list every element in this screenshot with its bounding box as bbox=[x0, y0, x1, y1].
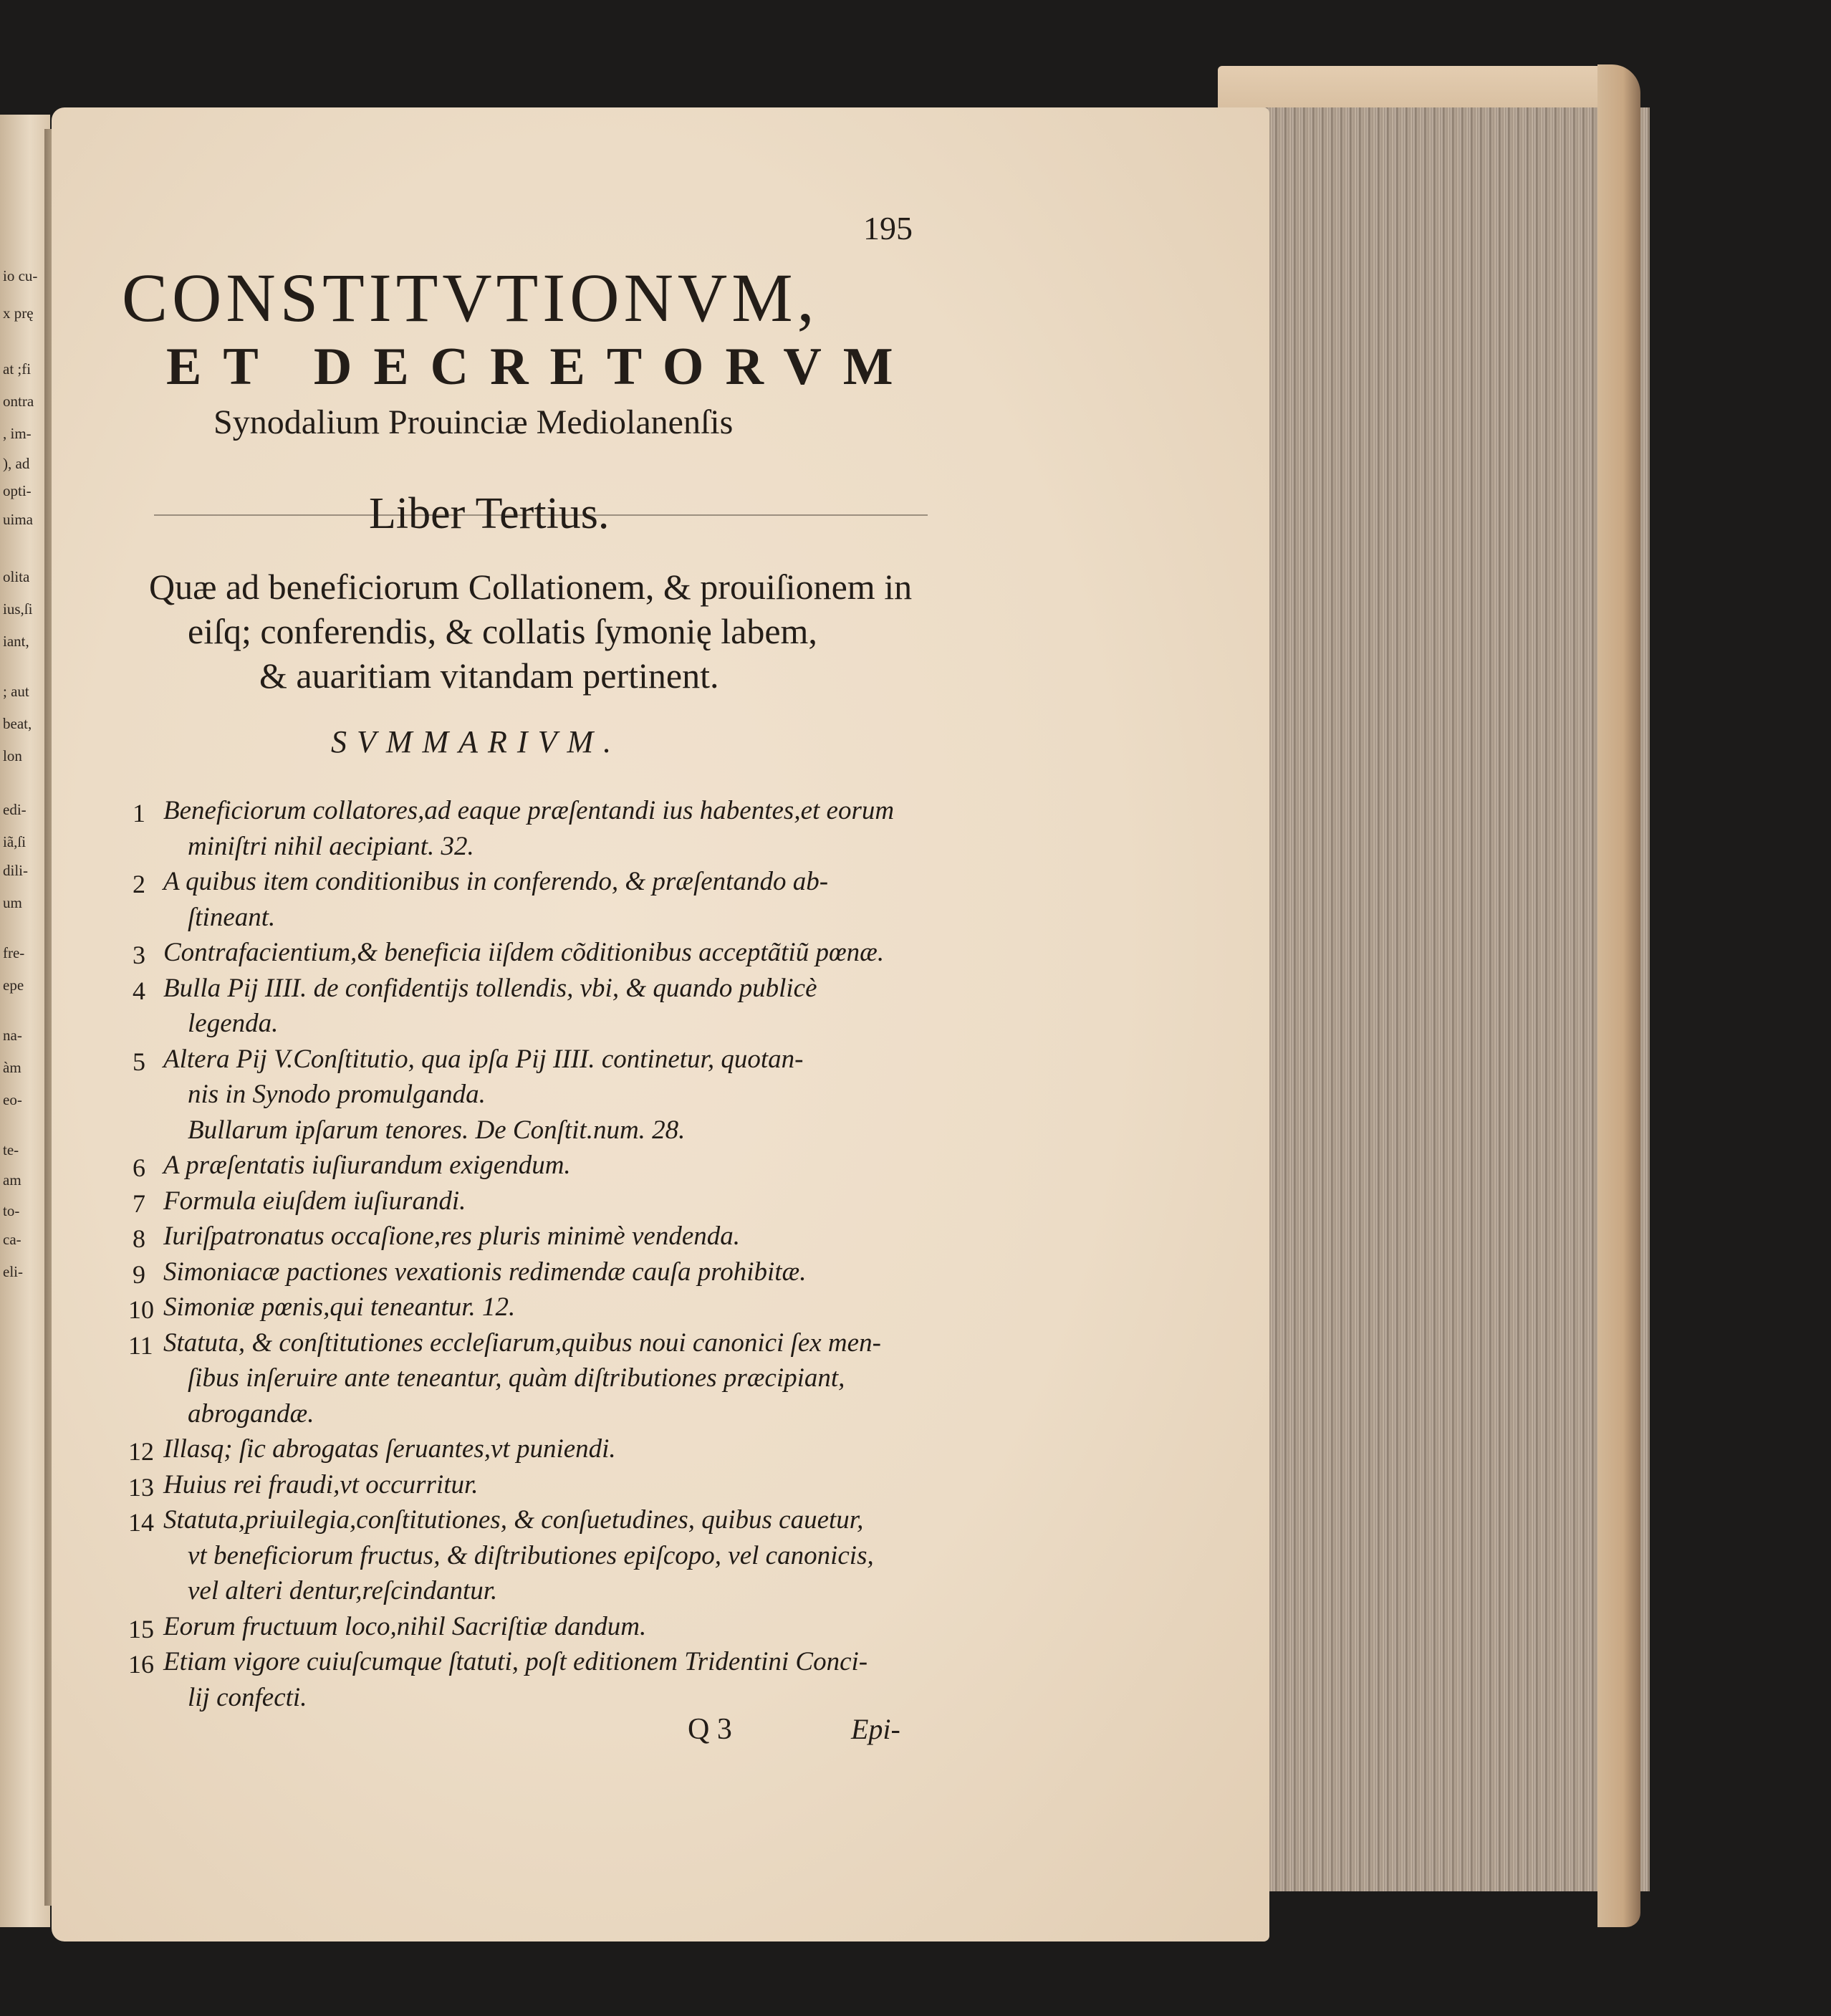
summarium-line: Beneficiorum collatores,ad eaque præſentandi ius habentes,et eorum bbox=[163, 796, 895, 825]
summarium-number: 13 bbox=[128, 1472, 154, 1502]
summarium-number: 1 bbox=[133, 799, 145, 827]
summarium-number: 8 bbox=[133, 1224, 145, 1253]
summarium-line: Statuta,priuilegia,conſtitutiones, & conſuetudines, quibus cauetur, bbox=[163, 1505, 864, 1535]
summarium-line: Altera Pij V.Conſtitutio, qua ipſa Pij IIII. continetur, quotan- bbox=[163, 1044, 804, 1074]
summarium-number: 4 bbox=[133, 976, 145, 1005]
title-line-3: Synodalium Prouinciæ Mediolanenſis bbox=[213, 403, 734, 441]
left-margin-fragment: io cu- bbox=[3, 267, 38, 284]
left-margin-fragment: lon bbox=[3, 747, 22, 764]
left-margin-fragment: at ;fi bbox=[3, 360, 32, 378]
left-margin-fragment: ca- bbox=[3, 1231, 21, 1248]
title-line-2: ET DECRETORVM bbox=[166, 337, 915, 396]
cover-board bbox=[1597, 64, 1640, 1927]
left-margin-fragment: ius,ſi bbox=[3, 600, 33, 618]
summarium-number: 15 bbox=[128, 1614, 154, 1643]
summarium-line: A præſentatis iuſiurandum exigendum. bbox=[163, 1151, 571, 1180]
summarium-line: Contrafacientium,& beneficia iiſdem cõditionibus acceptãtiũ pœnæ. bbox=[163, 938, 885, 967]
summarium-number: 11 bbox=[128, 1330, 153, 1360]
left-margin-fragment: te- bbox=[3, 1141, 19, 1158]
left-margin-fragment: iant, bbox=[3, 633, 29, 650]
summarium-line: Huius rei fraudi,vt occurritur. bbox=[163, 1469, 479, 1499]
fore-edge bbox=[1261, 107, 1650, 1891]
summarium-number: 5 bbox=[133, 1047, 145, 1076]
summarium-line: Simoniæ pœnis,qui teneantur. 12. bbox=[163, 1292, 516, 1322]
left-margin-fragment: opti- bbox=[3, 482, 32, 499]
summarium-number: 12 bbox=[128, 1437, 154, 1466]
summarium-number: 16 bbox=[128, 1650, 154, 1679]
summarium-line: Statuta, & conſtitutiones eccleſiarum,quibus noui canonici ſex men- bbox=[163, 1328, 881, 1358]
left-margin-fragment: na- bbox=[3, 1027, 22, 1044]
summarium-line: legenda. bbox=[188, 1009, 279, 1038]
left-margin-fragment: uima bbox=[3, 511, 33, 528]
left-margin-fragment: beat, bbox=[3, 715, 32, 732]
left-margin-fragment: iã,ſi bbox=[3, 833, 27, 850]
left-margin-fragment: x prę bbox=[3, 304, 34, 322]
catchword: Epi- bbox=[851, 1713, 900, 1745]
book-heading: Liber Tertius. bbox=[369, 489, 610, 538]
summarium-line: Bullarum ipſarum tenores. De Conſtit.num. 28. bbox=[188, 1115, 686, 1145]
subtitle-line-3: & auaritiam vitandam pertinent. bbox=[259, 656, 719, 696]
left-margin-fragment: eli- bbox=[3, 1263, 23, 1280]
summarium-line: Iuriſpatronatus occaſione,res pluris minimè vendenda. bbox=[163, 1221, 740, 1251]
left-margin-fragment: um bbox=[3, 894, 22, 911]
subtitle-line-1: Quæ ad beneficiorum Collationem, & prouiſionem in bbox=[149, 567, 913, 607]
summarium-number: 7 bbox=[133, 1189, 145, 1218]
summarium-line: Etiam vigore cuiuſcumque ſtatuti, poſt editionem Tridentini Conci- bbox=[163, 1647, 868, 1676]
summarium-number: 9 bbox=[133, 1259, 145, 1289]
summarium-line: Formula eiuſdem iuſiurandi. bbox=[163, 1186, 466, 1216]
left-margin-fragment: eo- bbox=[3, 1091, 22, 1108]
left-margin-fragment: fre- bbox=[3, 944, 25, 961]
left-margin-fragment: , im- bbox=[3, 425, 32, 442]
summarium-line: vel alteri dentur,reſcindantur. bbox=[188, 1576, 498, 1605]
summarium-heading: SVMMARIVM. bbox=[331, 724, 622, 759]
summarium-line: Simoniacæ pactiones vexationis redimendæ cauſa prohibitæ. bbox=[163, 1257, 807, 1287]
left-margin-fragment: ), ad bbox=[3, 455, 30, 472]
summarium-line: ſibus inſeruire ante teneantur, quàm diſtributiones præcipiant, bbox=[188, 1363, 845, 1393]
summarium-number: 3 bbox=[133, 941, 145, 969]
summarium-line: abrogandæ. bbox=[188, 1398, 314, 1429]
summarium-line: A quibus item conditionibus in conferendo, & præſentando ab- bbox=[163, 867, 829, 896]
summarium-line: Bulla Pij IIII. de confidentijs tollendis, vbi, & quando publicè bbox=[163, 973, 817, 1003]
summarium-line: Illasq; ſic abrogatas ſeruantes,vt puniendi. bbox=[163, 1434, 616, 1464]
summarium-line: ſtineant. bbox=[188, 902, 276, 932]
summarium-number: 2 bbox=[133, 870, 145, 898]
signature-mark: Q 3 bbox=[688, 1713, 732, 1746]
subtitle-line-2: eiſq; conferendis, & collatis ſymonię labem, bbox=[188, 611, 817, 651]
left-margin-fragment: àm bbox=[3, 1059, 21, 1076]
left-page-edge bbox=[0, 115, 50, 1927]
left-margin-fragment: ontra bbox=[3, 393, 34, 410]
summarium-number: 10 bbox=[128, 1295, 154, 1324]
title-line-1: CONSTITVTIONVM, bbox=[122, 259, 819, 336]
left-margin-fragment: epe bbox=[3, 976, 24, 994]
summarium-line: Eorum fructuum loco,nihil Sacriſtiæ dandum. bbox=[163, 1611, 647, 1641]
summarium-line: lij confecti. bbox=[188, 1682, 307, 1712]
summarium-number: 6 bbox=[133, 1153, 145, 1182]
left-margin-fragment: edi- bbox=[3, 801, 27, 818]
left-margin-fragment: dili- bbox=[3, 862, 28, 879]
left-margin-fragment: am bbox=[3, 1171, 21, 1189]
page-number: 195 bbox=[863, 210, 913, 246]
summarium-line: nis in Synodo promulganda. bbox=[188, 1080, 486, 1109]
left-margin-fragment: ; aut bbox=[3, 683, 29, 700]
summarium-line: miniſtri nihil aecipiant. 32. bbox=[188, 831, 474, 861]
summarium-line: vt beneficiorum fructus, & diſtributiones epiſcopo, vel canonicis, bbox=[188, 1540, 874, 1570]
left-margin-fragment: to- bbox=[3, 1202, 20, 1219]
left-margin-fragment: olita bbox=[3, 568, 30, 585]
summarium-number: 14 bbox=[128, 1508, 154, 1537]
